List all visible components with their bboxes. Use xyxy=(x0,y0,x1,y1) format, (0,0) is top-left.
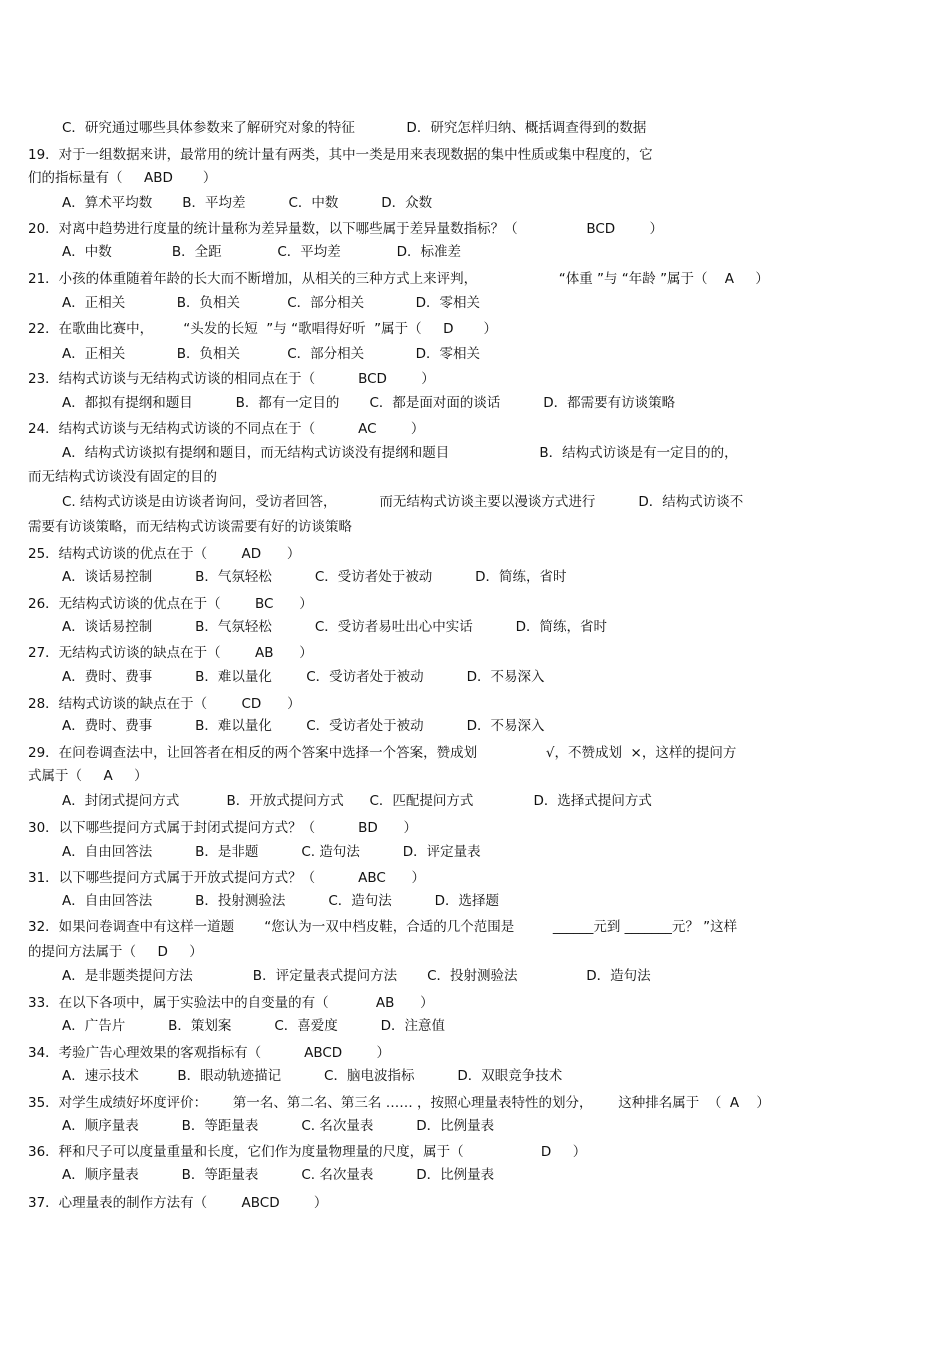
question-29-cont: 式属于（ A ） xyxy=(28,768,148,784)
question-27: 27．无结构式访谈的缺点在于（ AB ） xyxy=(28,645,313,661)
question-25: 25．结构式访谈的优点在于（ AD ） xyxy=(28,546,301,562)
question-35: 35．对学生成绩好坏度评价： 第一名、第二名、第三名 …… ，按照心理量表特性的划分， 这种排名属于 （ A ） xyxy=(28,1095,770,1111)
question-32-cont: 的提问方法属于（ D ） xyxy=(28,944,203,960)
question-24: 24．结构式访谈与无结构式访谈的不同点在于（ AC ） xyxy=(28,421,425,437)
option-line: A．中数 B．全距 C．平均差 D．标准差 xyxy=(62,244,461,260)
question-29: 29．在问卷调查法中，让回答者在相反的两个答案中选择一个答案，赞成划 √，不赞成划 ×，这样的提问方 xyxy=(28,745,737,761)
question-36: 36．秤和尺子可以度量重量和长度，它们作为度量物理量的尺度，属于（ D ） xyxy=(28,1144,587,1160)
question-32: 32．如果问卷调查中有这样一道题 “您认为一双中档皮鞋，合适的几个范围是 ______元到 _______元？ ”这样 xyxy=(28,919,738,935)
option-line: A．广告片 B．策划案 C．喜爱度 D．注意值 xyxy=(62,1018,446,1034)
question-19: 19．对于一组数据来讲，最常用的统计量有两类，其中一类是用来表现数据的集中性质或集中程度的，它 xyxy=(28,147,653,163)
option-line: A．自由回答法 B．是非题 C. 造句法 D．评定量表 xyxy=(62,844,481,860)
option-line: A．速示技术 B．眼动轨迹描记 C．脑电波指标 D．双眼竞争技术 xyxy=(62,1068,563,1084)
option-line-cont: 而无结构式访谈没有固定的目的 xyxy=(28,469,217,485)
option-line: A．是非题类提问方法 B．评定量表式提问方法 C．投射测验法 D．造句法 xyxy=(62,968,651,984)
question-19-cont: 们的指标量有（ ABD ） xyxy=(28,170,217,186)
option-line: A．封闭式提问方式 B．开放式提问方式 C．匹配提问方式 D．选择式提问方式 xyxy=(62,793,652,809)
option-line: A．结构式访谈拟有提纲和题目，而无结构式访谈没有提纲和题目 B．结构式访谈是有一定目的的， xyxy=(62,445,738,461)
option-line: A．算术平均数 B．平均差 C．中数 D．众数 xyxy=(62,195,433,211)
option-line: C. 结构式访谈是由访谈者询问，受访者回答， 而无结构式访谈主要以漫谈方式进行 D．结构式访谈不 xyxy=(62,494,744,510)
option-line: A．谈话易控制 B．气氛轻松 C．受访者处于被动 D．简练，省时 xyxy=(62,569,567,585)
question-28: 28．结构式访谈的缺点在于（ CD ） xyxy=(28,696,301,712)
option-line: A．正相关 B．负相关 C．部分相关 D．零相关 xyxy=(62,346,481,362)
question-20: 20．对离中趋势进行度量的统计量称为差异量数，以下哪些属于差异量数指标？（ BCD ） xyxy=(28,221,664,237)
option-line: A．费时、费事 B．难以量化 C．受访者处于被动 D．不易深入 xyxy=(62,718,545,734)
option-line: A．顺序量表 B．等距量表 C. 名次量表 D．比例量表 xyxy=(62,1167,495,1183)
question-34: 34．考验广告心理效果的客观指标有（ ABCD ） xyxy=(28,1045,391,1061)
question-31: 31．以下哪些提问方式属于开放式提问方式？（ ABC ） xyxy=(28,870,426,886)
option-line: A．自由回答法 B．投射测验法 C．造句法 D．选择题 xyxy=(62,893,500,909)
option-line: C．研究通过哪些具体参数来了解研究对象的特征 D．研究怎样归纳、概括调查得到的数据 xyxy=(62,120,647,136)
option-line: A．费时、费事 B．难以量化 C．受访者处于被动 D．不易深入 xyxy=(62,669,545,685)
question-33: 33．在以下各项中，属于实验法中的自变量的有（ AB ） xyxy=(28,995,434,1011)
question-21: 21．小孩的体重随着年龄的长大而不断增加，从相关的三种方式上来评判， “体重 ”与 “年龄 ”属于（ A ） xyxy=(28,271,769,287)
question-30: 30．以下哪些提问方式属于封闭式提问方式？（ BD ） xyxy=(28,820,417,836)
option-line-cont: 需要有访谈策略，而无结构式访谈需要有好的访谈策略 xyxy=(28,519,352,535)
question-23: 23．结构式访谈与无结构式访谈的相同点在于（ BCD ） xyxy=(28,371,435,387)
option-line: A．谈话易控制 B．气氛轻松 C．受访者易吐出心中实话 D．简练，省时 xyxy=(62,619,608,635)
option-line: A．都拟有提纲和题目 B．都有一定目的 C．都是面对面的谈话 D．都需要有访谈策略 xyxy=(62,395,676,411)
question-37: 37．心理量表的制作方法有（ ABCD ） xyxy=(28,1195,328,1211)
question-22: 22．在歌曲比赛中， “头发的长短 ”与 “歌唱得好听 ”属于（ D ） xyxy=(28,321,498,337)
question-26: 26．无结构式访谈的优点在于（ BC ） xyxy=(28,596,313,612)
option-line: A．正相关 B．负相关 C．部分相关 D．零相关 xyxy=(62,295,481,311)
option-line: A．顺序量表 B．等距量表 C. 名次量表 D．比例量表 xyxy=(62,1118,495,1134)
